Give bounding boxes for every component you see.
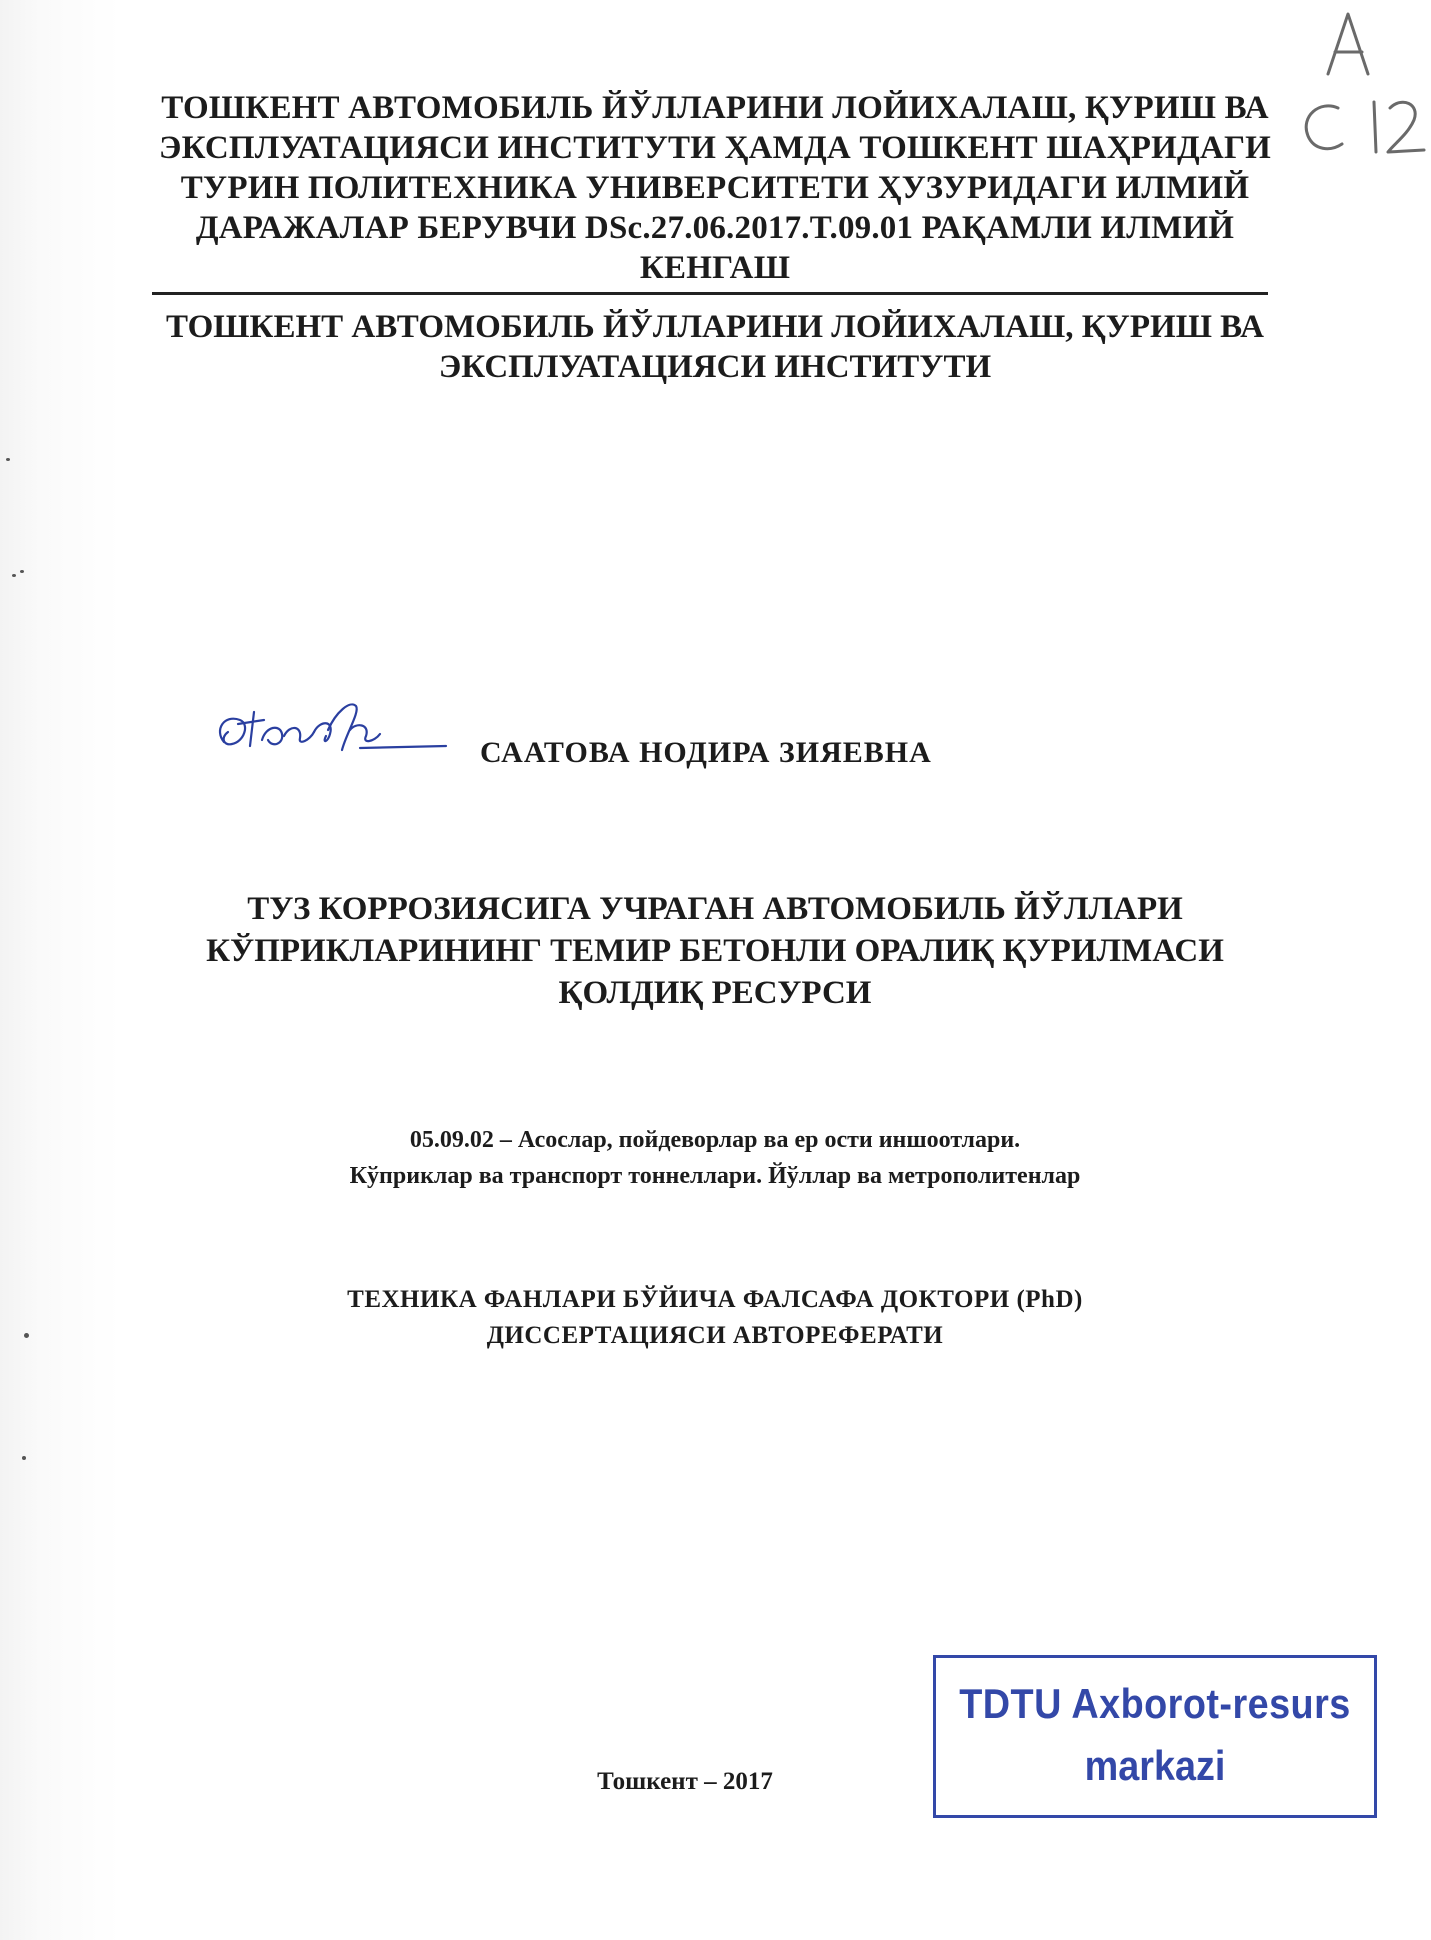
institute-line: ЭКСПЛУАТАЦИЯСИ ИНСТИТУТИ bbox=[438, 349, 992, 385]
stamp-line: markazi bbox=[1084, 1742, 1226, 1789]
degree-line: ТЕХНИКА ФАНЛАРИ БЎЙИЧА ФАЛСАФА ДОКТОРИ (PhD) bbox=[347, 1286, 1083, 1313]
council-line: ТУРИН ПОЛИТЕХНИКА УНИВЕРСИТЕТИ ҲУЗУРИДАГИ ИЛМИЙ bbox=[180, 170, 1250, 206]
header-divider bbox=[152, 292, 1268, 295]
library-stamp bbox=[933, 1655, 1377, 1818]
specialty-code bbox=[150, 1122, 1280, 1194]
place-year: Тошкент – 2017 bbox=[597, 1768, 773, 1795]
dissertation-title bbox=[150, 888, 1280, 1014]
scan-speck bbox=[12, 574, 16, 577]
title-line: ҚОЛДИҚ РЕСУРСИ bbox=[558, 975, 872, 1011]
degree-line: ДИССЕРТАЦИЯСИ АВТОРЕФЕРАТИ bbox=[486, 1322, 944, 1349]
stamp-line: TDTU Axborot-resurs bbox=[959, 1680, 1351, 1727]
council-line: ТОШКЕНТ АВТОМОБИЛЬ ЙЎЛЛАРИНИ ЛОЙИХАЛАШ, ҚУРИШ ВА bbox=[161, 90, 1269, 126]
handwritten-corner-note bbox=[1290, 4, 1430, 164]
author-name: СААТОВА НОДИРА ЗИЯЕВНА bbox=[480, 736, 932, 769]
title-line: ТУЗ КОРРОЗИЯСИГА УЧРАГАН АВТОМОБИЛЬ ЙЎЛЛАРИ bbox=[247, 891, 1183, 927]
scan-speck bbox=[20, 570, 24, 573]
scan-speck bbox=[24, 1333, 29, 1338]
title-line: КЎПРИКЛАРИНИНГ ТЕМИР БЕТОНЛИ ОРАЛИҚ ҚУРИЛМАСИ bbox=[206, 933, 1224, 969]
council-header bbox=[150, 88, 1280, 288]
council-line: ЭКСПЛУАТАЦИЯСИ ИНСТИТУТИ ҲАМДА ТОШКЕНТ ШАҲРИДАГИ bbox=[158, 130, 1272, 166]
institute-line: ТОШКЕНТ АВТОМОБИЛЬ ЙЎЛЛАРИНИ ЛОЙИХАЛАШ, ҚУРИШ ВА bbox=[166, 309, 1264, 345]
specialty-line: 05.09.02 – Асослар, пойдеворлар ва ер ости иншоотлари. bbox=[409, 1127, 1021, 1153]
scan-speck bbox=[6, 458, 10, 461]
council-line: КЕНГАШ bbox=[639, 250, 791, 286]
institute-header bbox=[150, 307, 1280, 387]
specialty-line: Кўприклар ва транспорт тоннеллари. Йўллар ва метрополитенлар bbox=[349, 1163, 1081, 1189]
degree-statement bbox=[150, 1282, 1280, 1354]
council-line: ДАРАЖАЛАР БЕРУВЧИ DSc.27.06.2017.T.09.01 РАҚАМЛИ ИЛМИЙ bbox=[195, 210, 1235, 246]
scan-speck bbox=[22, 1456, 26, 1460]
author-signature bbox=[210, 690, 450, 770]
